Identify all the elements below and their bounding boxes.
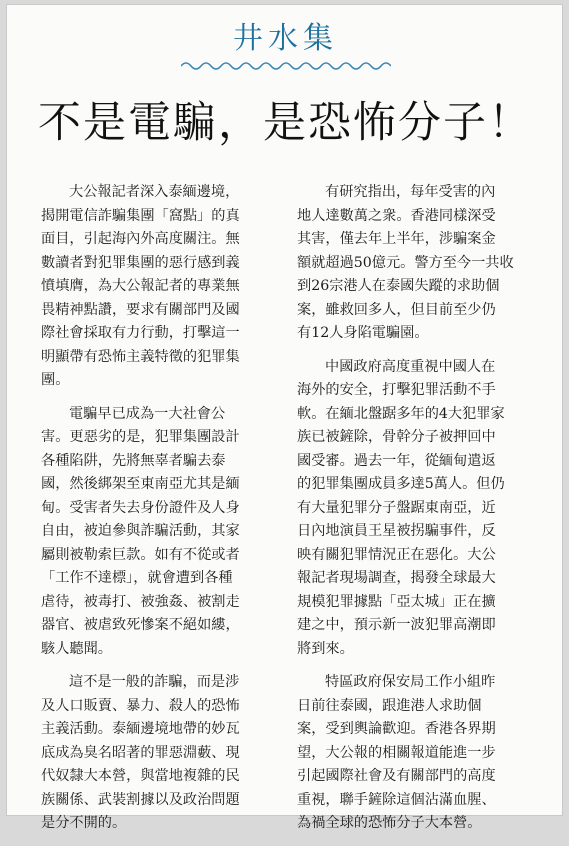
- right-column: [297, 181, 547, 846]
- text-line: 映有關犯罪情況正在惡化。大公: [297, 546, 496, 563]
- text-line: 屬則被勒索巨款。如有不從或者: [41, 546, 240, 563]
- headline: 不是電騙，是恐怖分子！: [38, 98, 533, 148]
- text-line: 虐待，被毒打、被強姦、被割走: [41, 593, 240, 610]
- text-line: 報記者現場調查，揭發全球最大: [297, 570, 496, 586]
- left-column: [41, 181, 291, 846]
- text-line: 到26宗港人在泰國失蹤的求助個: [297, 278, 500, 294]
- text-line: 畏精神點讚，要求有關部門及國: [41, 301, 240, 318]
- text-line: 電騙早已成為一大社會公: [69, 405, 226, 422]
- text-line: 有研究指出，每年受害的內: [325, 184, 496, 200]
- text-line: 望，大公報的相關報道能進一步: [297, 744, 496, 761]
- article-paragraph: [41, 403, 291, 662]
- text-line: 器官、被虐致死慘案不絕如縷，: [41, 617, 240, 633]
- text-line: 團。: [41, 372, 70, 388]
- text-line: 的犯罪集團成員多達5萬人。但仍: [297, 476, 505, 492]
- text-line: 這不是一般的詐騙，而是涉: [69, 674, 240, 690]
- text-line: 「工作不達標」，就會遭到各種: [41, 570, 233, 586]
- text-line: 主義活動。泰緬邊境地帶的妙瓦: [41, 721, 240, 737]
- text-line: 底成為臭名昭著的罪惡淵藪、現: [41, 744, 240, 761]
- text-line: 海外的安全，打擊犯罪活動不手: [297, 382, 496, 398]
- text-line: 日前往泰國，跟進港人求助個: [297, 697, 482, 714]
- text-line: 憤填膺，為大公報記者的專業無: [41, 278, 240, 294]
- article-paragraph: [297, 671, 547, 836]
- text-line: 中國政府高度重視中國人在: [325, 358, 496, 375]
- text-line: 國，然後綁架至東南亞尤其是緬: [41, 476, 240, 492]
- text-line: 其害，僅去年上半年，涉騙案金: [297, 231, 496, 247]
- text-line: 面目，引起海內外高度關注。無: [41, 231, 240, 247]
- text-line: 軟。在緬北盤踞多年的4大犯罪家: [297, 405, 505, 422]
- text-line: 有12人身陷電騙園。: [297, 325, 429, 341]
- text-line: 駭人聽聞。: [41, 640, 112, 657]
- text-line: 規模犯罪據點「亞太城」正在擴: [297, 593, 496, 610]
- text-line: 明顯帶有恐怖主義特徵的犯罪集: [41, 348, 240, 365]
- wave-ornament: [181, 59, 391, 73]
- text-line: 各種陷阱，先將無辜者騙去泰: [41, 452, 226, 469]
- text-line: 族關係、武裝割據以及政治問題: [41, 791, 240, 808]
- newspaper-page: [6, 4, 563, 831]
- text-line: 重視，聯手鏟除這個沾滿血腥、: [297, 791, 496, 808]
- text-line: 有大量犯罪分子盤踞東南亞，近: [297, 499, 496, 516]
- text-line: 地人達數萬之衆。香港同樣深受: [297, 207, 496, 224]
- text-line: 及人口販賣、暴力、殺人的恐怖: [41, 697, 240, 714]
- text-line: 建之中，預示新一波犯罪高潮即: [297, 617, 496, 633]
- text-line: 數讀者對犯罪集團的惡行感到義: [41, 254, 240, 271]
- text-line: 案，雖救回多人，但目前至少仍: [297, 301, 496, 318]
- article-paragraph: [41, 671, 291, 836]
- text-line: 引起國際社會及有關部門的高度: [297, 768, 496, 784]
- text-line: 甸。受害者失去身份證件及人身: [41, 499, 240, 516]
- text-line: 自由，被迫參與詐騙活動，其家: [41, 523, 240, 539]
- text-line: 國受審。過去一年，從緬甸遣返: [297, 452, 496, 469]
- text-line: 為禍全球的恐怖分子大本營。: [297, 815, 482, 831]
- text-line: 大公報記者深入泰緬邊境，: [69, 184, 240, 200]
- text-line: 案，受到輿論歡迎。香港各界期: [297, 721, 496, 737]
- text-line: 族已被鏟除，骨幹分子被押回中: [297, 429, 496, 445]
- text-line: 際社會採取有力行動，打擊這一: [41, 325, 240, 341]
- text-line: 害。更惡劣的是，犯罪集團設計: [41, 429, 240, 445]
- text-line: 揭開電信詐騙集團「窩點」的真: [41, 207, 240, 224]
- article-paragraph: [297, 181, 547, 346]
- text-line: 將到來。: [297, 640, 354, 657]
- text-line: 是分不開的。: [41, 815, 127, 831]
- article-paragraph: [41, 181, 291, 393]
- text-line: 額就超過50億元。警方至今一共收: [297, 254, 514, 271]
- text-line: 日內地演員王星被拐騙事件，反: [297, 523, 496, 539]
- column-name: 井水集: [233, 21, 338, 56]
- text-line: 特區政府保安局工作小組昨: [325, 674, 496, 690]
- article-paragraph: [297, 356, 547, 662]
- text-line: 代奴隸大本營，與當地複雜的民: [41, 768, 240, 784]
